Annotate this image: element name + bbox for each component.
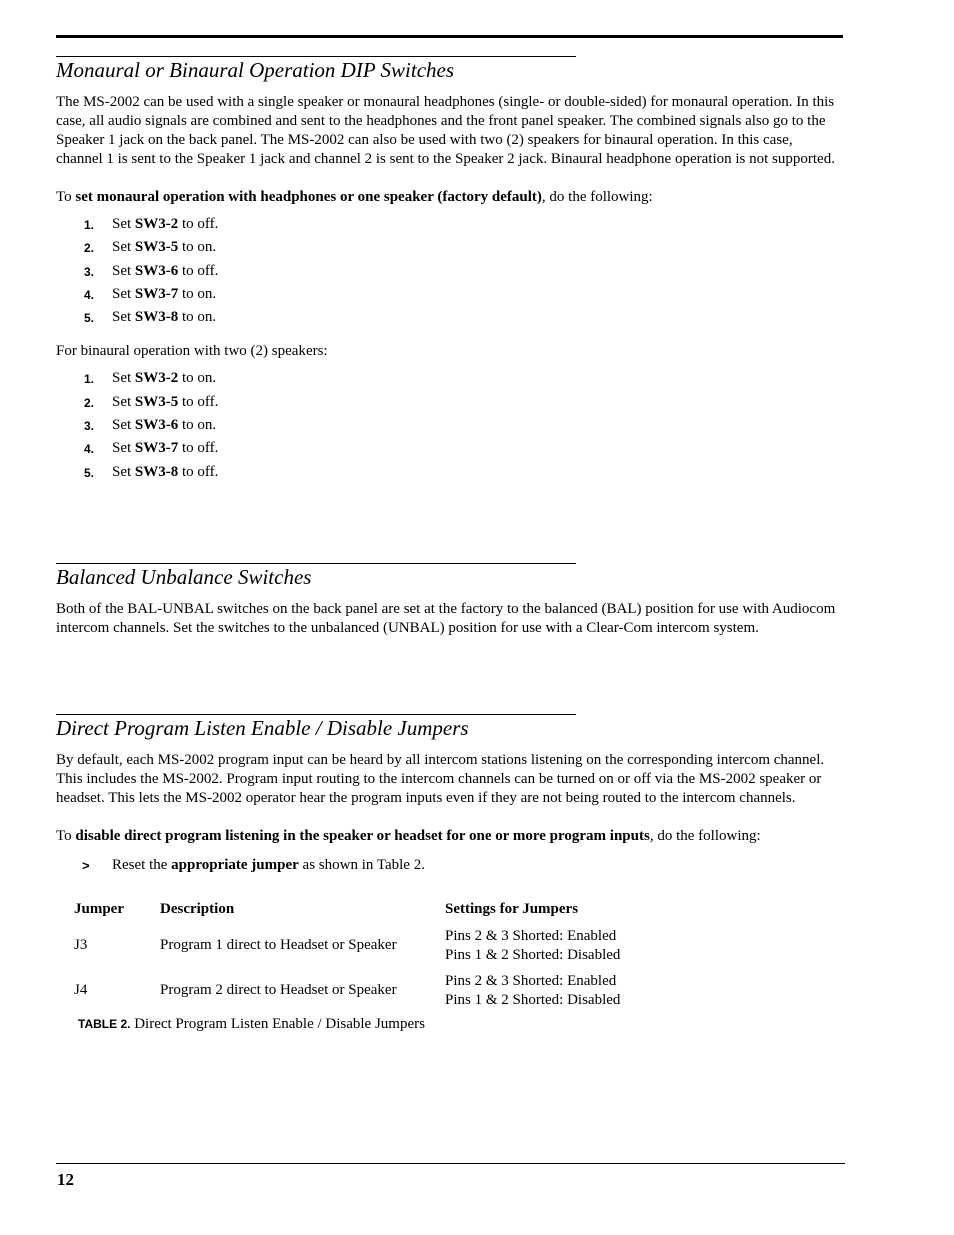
list-item: 3. Set SW3-6 to on. [84, 417, 217, 434]
list-item: 5. Set SW3-8 to on. [84, 309, 217, 326]
list-item: 2. Set SW3-5 to on. [84, 239, 217, 256]
binaural-lead: For binaural operation with two (2) speakers: [56, 343, 328, 360]
jumper-cell: J4 [74, 982, 88, 998]
binaural-steps-list [56, 369, 840, 485]
list-item: 3. Set SW3-6 to off. [84, 262, 219, 279]
jumper-table [74, 897, 675, 1013]
direct-paragraph: By default, each MS-2002 program input can be heard by all intercom stations listening on the corresponding intercom channel. This includes the MS-2002. Program input routing to the intercom channels can be turned on or off via the MS-2002 speaker or headset. This lets the MS-2002 operator hear the program inputs even if they are not being routed to the intercom channels. [56, 752, 825, 806]
column-header-jumper: Jumper [74, 900, 124, 917]
settings-cell: Pins 2 & 3 Shorted: Enabled Pins 1 & 2 Shorted: Disabled [445, 927, 621, 963]
settings-cell: Pins 2 & 3 Shorted: Enabled Pins 1 & 2 Shorted: Disabled [445, 972, 621, 1008]
list-item: 5. Set SW3-8 to off. [84, 463, 219, 480]
balanced-paragraph: Both of the BAL-UNBAL switches on the back panel are set at the factory to the balanced (BAL) position for use with Audiocom intercom channels. Set the switches to the unbalanced (UNBAL) position for use with a Clear-Com intercom system. [56, 601, 836, 636]
direct-lead: To disable direct program listening in the speaker or headset for one or more program inputs, do the following: [56, 828, 761, 844]
page-number: 12 [57, 1170, 74, 1189]
table-row [74, 923, 675, 968]
section-balanced-switches [56, 563, 840, 638]
column-header-settings: Settings for Jumpers [445, 900, 579, 917]
column-header-description: Description [160, 900, 235, 917]
list-item: 4. Set SW3-7 to off. [84, 440, 219, 457]
arrow-bullet-icon: > [82, 858, 90, 873]
section-title: Direct Program Listen Enable / Disable Jumpers [56, 716, 469, 740]
bottom-rule [56, 1163, 845, 1164]
jumper-cell: J3 [74, 937, 88, 953]
table-row [74, 968, 675, 1013]
section-dip-switches [56, 56, 840, 486]
list-item: 1. Set SW3-2 to off. [84, 216, 219, 232]
mono-steps-list [56, 215, 840, 331]
section-title: Monaural or Binaural Operation DIP Switches [56, 58, 455, 82]
description-cell: Program 2 direct to Headset or Speaker [160, 982, 397, 998]
description-cell: Program 1 direct to Headset or Speaker [160, 937, 397, 953]
reset-jumper-step: > Reset the appropriate jumper as shown in Table 2. [82, 857, 425, 873]
list-item: 4. Set SW3-7 to on. [84, 285, 217, 302]
table-caption: TABLE 2. Direct Program Listen Enable / Disable Jumpers [78, 1016, 425, 1032]
section-direct-program-listen [56, 714, 840, 1034]
list-item: 2. Set SW3-5 to off. [84, 393, 219, 410]
intro-paragraph: The MS-2002 can be used with a single speaker or monaural headphones (single- or double-sided) for monaural operation. In this case, all audio signals are combined and sent to the headphones and the front panel speaker. The combined signals also go to the Speaker 1 jack on the back panel. The MS-2002 can also be used with two (2) speakers for binaural operation. In this case, channel 1 is sent to the Speaker 1 jack and channel 2 is sent to the Speaker 2 jack. Binaural headphone operation is not supported. [56, 94, 835, 167]
top-rule [56, 35, 843, 38]
table-header-row [74, 897, 675, 923]
list-item: 1. Set SW3-2 to on. [84, 370, 217, 387]
section-title: Balanced Unbalance Switches [56, 565, 312, 589]
mono-lead: To set monaural operation with headphones or one speaker (factory default), do the following: [56, 189, 653, 205]
